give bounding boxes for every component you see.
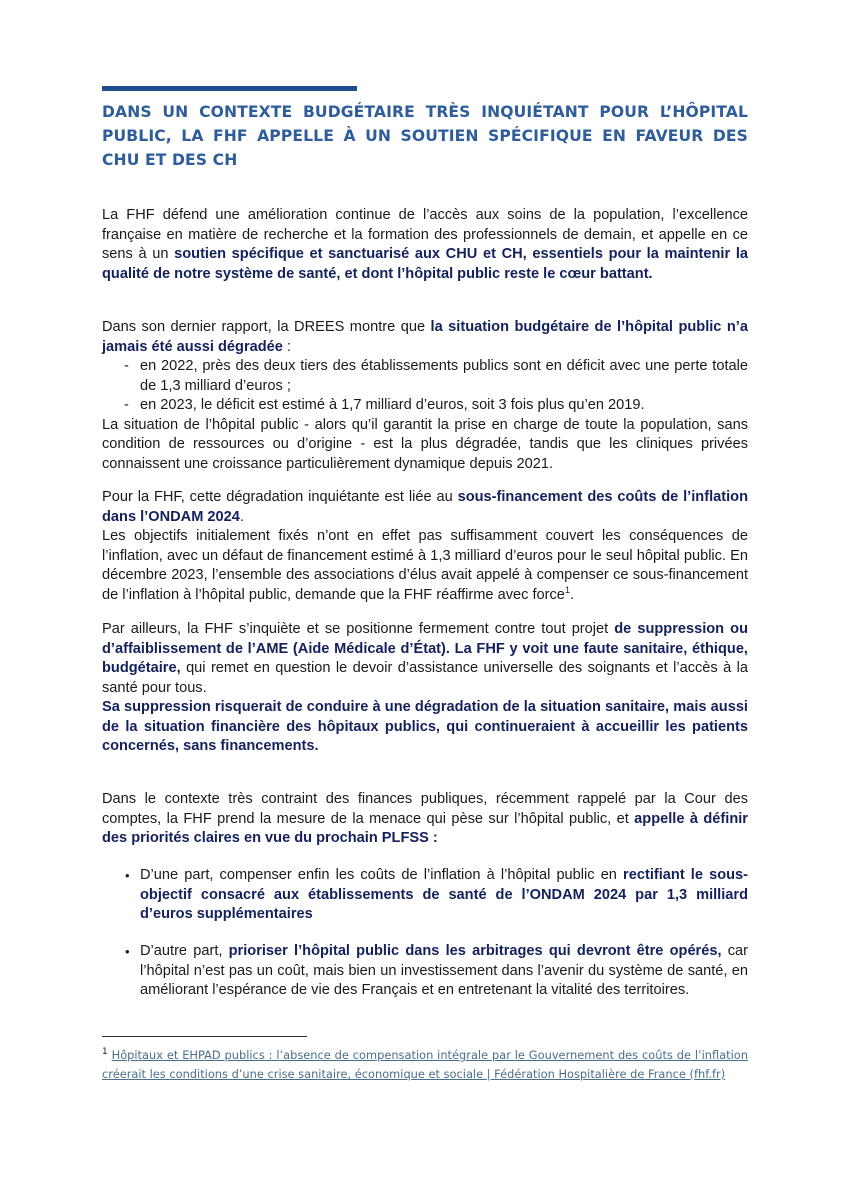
plfss-text: Dans le contexte très contraint des finances publiques, récemment rappelé par la Cour des comptes, la FHF prend la mesure de la menace qui pèse sur l’hôpital public, et (102, 791, 748, 827)
document-title: DANS UN CONTEXTE BUDGÉTAIRE TRÈS INQUIÉTANT POUR L’HÔPITAL PUBLIC, LA FHF APPELLE À UN SOUTIEN SPÉCIFIQUE EN FAVEUR DES CHU ET DES CH (102, 103, 748, 169)
bullet-1-bold: rectifiant le sous-objectif consacré aux établissements de santé de l’ONDAM 2024 par 1,3 milliard d’euros supplémentaires (140, 867, 748, 922)
inflation-text: Pour la FHF, cette dégradation inquiétante est liée au (102, 489, 458, 505)
drees-text: Dans son dernier rapport, la DREES montre que (102, 319, 431, 335)
footnote-number: 1 (102, 1047, 108, 1058)
inflation-bold: sous-financement des coûts de l’inflation dans l’ONDAM 2024 (102, 489, 748, 525)
list-item (102, 942, 748, 1001)
bullet-2-bold: prioriser l’hôpital public dans les arbitrages qui devront être opérés, (228, 943, 722, 959)
dash-marker: - (124, 358, 129, 374)
paragraph-drees (102, 318, 748, 474)
list-item-text: en 2022, près des deux tiers des établissements publics sont en déficit avec une perte totale de 1,3 milliard d’euros ; (140, 358, 748, 394)
situation-text: La situation de l’hôpital public - alors qu’il garantit la prise en charge de toute la population, sans condition de ressources ou d’origine - est la plus dégradée, tandis que les cliniques privées connaissent une croissance particulièrement dynamique depuis 2021. (102, 416, 748, 472)
footnote-separator (102, 1036, 307, 1037)
intro-text: La FHF défend une amélioration continue de l’accès aux soins de la population, l’excellence française en matière de recherche et la formation des professionnels de demain, et appelle en ce sens à un (102, 207, 748, 262)
ame-text: Par ailleurs, la FHF s’inquiète et se positionne fermement contre tout projet (102, 621, 615, 637)
footnote (102, 1046, 748, 1084)
bullet-1-text: D’une part, compenser enfin les coûts de l’inflation à l’hôpital public en (140, 867, 624, 883)
ame-bold-2: Sa suppression risquerait de conduire à une dégradation de la situation sanitaire, mais aussi de la situation financière des hôpitaux publics, qui continueraient à accueillir les patients concernés, sans financements. (102, 699, 748, 754)
intro-bold: soutien spécifique et sanctuarisé aux CHU et CH, essentiels pour la maintenir la qualité de notre système de santé, et dont l’hôpital public reste le cœur battant. (102, 246, 748, 282)
title-rule (102, 86, 357, 91)
paragraph-intro (102, 206, 748, 284)
footnote-link[interactable]: Hôpitaux et EHPAD publics : l’absence de compensation intégrale par le Gouvernement des coûts de l’inflation créerait les conditions d’une crise sanitaire, économique et sociale | Fédération Hospitalière de France (fhf.fr) (102, 1048, 748, 1081)
priority-list-2 (102, 942, 748, 1001)
drees-bold: la situation budgétaire de l’hôpital public n’a jamais été aussi dégradée (102, 319, 748, 355)
paragraph-ame (102, 620, 748, 757)
list-item (102, 357, 748, 396)
priority-list (102, 866, 748, 925)
inflation-end: . (569, 586, 575, 603)
inflation-detail: Les objectifs initialement fixés n’ont en effet pas suffisamment couvert les conséquences de l’inflation, avec un défaut de financement estimé à 1,3 milliard d’euros pour le seul hôpital public. En décembre 2023, l’ensemble des associations d’élus avait appelé à compenser ce sous-financement de l’inflation à l’hôpital public, demande que la FHF réaffirme avec force (102, 528, 748, 603)
list-item (102, 866, 748, 925)
deficit-list (102, 357, 748, 416)
bullet-2-text-2: car l’hôpital n’est pas un coût, mais bien un investissement dans l’avenir du système de santé, en améliorant l’espérance de vie des Français et en entretenant la vitalité des territoires. (140, 943, 749, 998)
inflation-dot: . (239, 508, 244, 525)
paragraph-inflation (102, 488, 748, 605)
list-item-text: en 2023, le déficit est estimé à 1,7 milliard d’euros, soit 3 fois plus qu’en 2019. (140, 397, 645, 413)
ame-text-2: qui remet en question le devoir d’assistance universelle des soignants et l’accès à la santé pour tous. (102, 660, 748, 696)
bullet-marker: • (125, 944, 130, 959)
bullet-2-text: D’autre part, (140, 943, 229, 959)
ame-bold: de suppression ou d’affaiblissement de l’AME (Aide Médicale d’État). La FHF y voit une faute sanitaire, éthique, budgétaire, (102, 621, 748, 676)
drees-colon: : (282, 338, 292, 355)
bullet-marker: • (125, 868, 130, 883)
list-item (102, 396, 748, 416)
plfss-bold: appelle à définir des priorités claires en vue du prochain PLFSS : (102, 810, 748, 846)
paragraph-plfss (102, 790, 748, 849)
footnote-ref[interactable]: 1 (564, 584, 570, 595)
dash-marker: - (124, 397, 129, 413)
